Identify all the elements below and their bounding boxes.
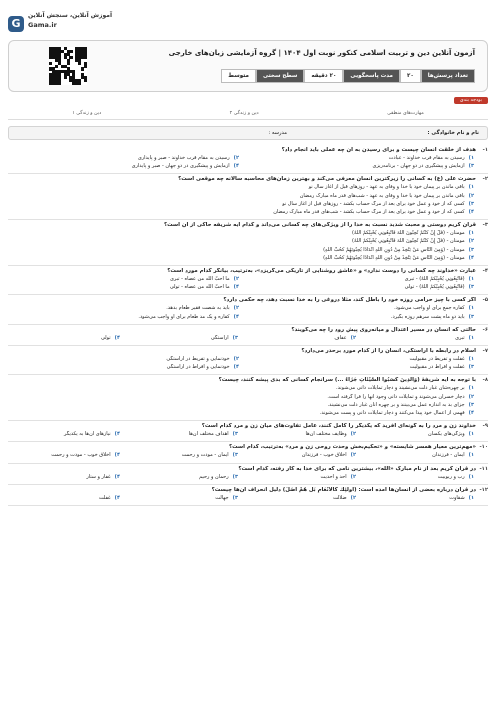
student-name-label: نام و نام خانوادگی : — [427, 130, 479, 136]
option-number: ۱) — [468, 305, 474, 312]
question-text: در قرآن کریم بعد از نام مبارک «الله»، بیشترین نامی که برای خدا به کار رفته، کدام است؟ — [238, 465, 476, 472]
option-number: ۳) — [232, 431, 238, 438]
question-item — [8, 376, 488, 421]
option-number: ۳) — [468, 364, 474, 371]
exam-info-cell: سطح سختی — [256, 69, 304, 83]
question-number: ۶- — [482, 326, 488, 333]
option-number: ۳) — [468, 401, 474, 408]
question-text: هدف از خلقت انسان چیست و برای رسیدن به آن چه عملی باید انجام داد؟ — [281, 147, 476, 153]
option-text: غفلت و تفریط در مقبولیت — [409, 356, 465, 362]
question-item — [8, 443, 488, 463]
answer-option[interactable] — [362, 335, 474, 341]
option-number: ۲) — [233, 276, 239, 282]
answer-option[interactable] — [244, 474, 356, 480]
option-text: رسیدن به مقام قرب خداوند - عبادت — [388, 155, 465, 161]
answer-option[interactable] — [8, 495, 120, 501]
question-number: ۱۱- — [479, 465, 488, 472]
option-text: آراستگی — [210, 334, 229, 341]
answer-option[interactable] — [244, 431, 356, 437]
option-number: ۴) — [468, 409, 474, 416]
answer-option[interactable] — [244, 495, 356, 501]
option-text: باید به شصت فقیر طعام بدهد. — [166, 305, 230, 312]
option-text: کفاره و یک مد طعام برای او واجب می‌شود. — [138, 313, 230, 320]
answer-option[interactable] — [14, 402, 474, 408]
answer-option[interactable] — [8, 452, 120, 458]
question-number: ۱- — [482, 147, 488, 153]
option-number: ۱) — [468, 356, 474, 362]
option-text: کسی که از خود و عمل خود برای بعد از مرگ حساب بکشد - روزهای قبل از آغاز سال نو — [282, 200, 465, 207]
option-number: ۳) — [468, 313, 474, 320]
option-number: ۱) — [468, 276, 474, 282]
option-number: ۳) — [232, 334, 238, 341]
question-number: ۳- — [482, 222, 488, 229]
answer-option[interactable] — [14, 364, 239, 370]
answer-option[interactable] — [249, 276, 474, 282]
answer-option[interactable] — [14, 394, 474, 400]
answer-option[interactable] — [249, 356, 474, 362]
option-number: ۲) — [233, 356, 239, 362]
question-text: عبارت «خداوند چه کسانی را دوست ندارد» و «عاشق روشنایی از تاریکی می‌گریزد»، به‌ترتیب، بیانگر کدام مورد است؟ — [167, 268, 476, 274]
answer-option[interactable] — [14, 201, 474, 207]
option-number: ۱) — [468, 452, 474, 459]
option-text: ایمان - مودت و رحمت — [181, 452, 229, 459]
option-number: ۲) — [350, 494, 356, 501]
answer-option[interactable] — [126, 431, 238, 437]
option-text: باید دو ماه پشت سرهم روزه بگیرد. — [390, 313, 465, 320]
question-item — [8, 267, 488, 295]
answer-option[interactable] — [362, 495, 474, 501]
option-text: آزمایش و پیشگیری در دو جهان - صبر و پایداری — [131, 163, 230, 170]
exam-info-row — [221, 69, 475, 83]
answer-option[interactable] — [126, 495, 238, 501]
answer-option[interactable] — [14, 247, 474, 253]
brand-logo — [8, 8, 118, 34]
option-number: ۴) — [114, 494, 120, 501]
budget-badge: بودجه بندی — [454, 97, 488, 104]
option-number: ۳) — [468, 200, 474, 207]
option-number: ۴) — [114, 473, 120, 480]
option-text: وظایف مختلف آن‌ها — [305, 431, 347, 438]
option-number: ۲) — [233, 155, 239, 161]
option-number: ۴) — [114, 431, 120, 438]
answer-option[interactable] — [126, 335, 238, 341]
question-number: ۹- — [482, 423, 488, 430]
option-text: ویژگی‌های یکسان — [428, 431, 465, 438]
option-number: ۳) — [468, 163, 474, 170]
budget-row — [8, 108, 488, 120]
option-text: دچار خسران می‌شوند و تمایلات دانی وجود آنها را فرا گرفته است. — [327, 393, 465, 400]
answer-option[interactable] — [249, 305, 474, 311]
answer-option[interactable] — [14, 209, 474, 215]
option-text: مومنان - (قُلْ إِنْ كُنْتُمْ تُحِبُّونَ اللَّهَ فَاتَّبِعُونِي يُحْبِبْكُمُ اللَّهُ) — [352, 238, 465, 245]
answer-option[interactable] — [8, 431, 120, 437]
answer-option[interactable] — [249, 364, 474, 370]
answer-option[interactable] — [244, 452, 356, 458]
qr-code-icon — [49, 47, 87, 85]
option-text: عفاف — [334, 334, 347, 341]
option-text: احد و احدیت — [320, 473, 347, 480]
brand-site: Gama.ir — [28, 21, 57, 29]
option-number: ۴) — [233, 163, 239, 170]
option-number: ۱) — [468, 184, 474, 191]
option-number: ۲) — [350, 473, 356, 480]
option-text: مومنان - (وَمِنَ النَّاسِ مَنْ يَتَّخِذُ مِنْ دُونِ اللَّهِ أَنْدَادًا يُحِبُّونَهُمْ كَحُبِّ اللَّهِ) — [323, 246, 465, 253]
option-text: اخلاق خوب - مودت و رحمت — [51, 452, 111, 459]
question-number: ۵- — [482, 297, 488, 304]
question-item — [8, 221, 488, 266]
option-number: ۲) — [350, 431, 356, 438]
option-text: (فَاتَّبِعُونِي يُحْبِبْكُمُ اللَّهُ) - تولی — [404, 284, 465, 291]
option-text: غفلت — [98, 494, 111, 501]
option-number: ۲) — [233, 305, 239, 312]
question-text: خداوند زن و مرد را به گونه‌ای آفرید که یکدیگر را کامل کنند، عامل تفاوت‌های میان زن و مرد کدام است؟ — [201, 423, 476, 430]
option-number: ۱) — [468, 494, 474, 501]
answer-option[interactable] — [362, 474, 474, 480]
question-number: ۴- — [482, 268, 488, 274]
answer-option[interactable] — [14, 314, 239, 320]
question-item — [8, 146, 488, 174]
option-number: ۴) — [114, 452, 120, 459]
question-text: قرآن کریم دوستی و محبت شدید نسبت به خدا را از ویژگی‌های چه کسانی می‌داند و کدام آیه شریفه حاکی از آن است؟ — [163, 222, 476, 229]
option-text: شقاوت — [449, 494, 465, 501]
question-text: حضرت علی (ع) به کسانی را زیرکترین انسان معرفی می‌کند و بهترین زمان‌های محاسبه سالانه چه موقعی است؟ — [178, 176, 476, 183]
answer-option[interactable] — [8, 335, 120, 341]
answer-option[interactable] — [244, 335, 356, 341]
answer-option[interactable] — [14, 230, 474, 236]
option-number: ۱) — [468, 385, 474, 392]
option-text: غفار و ستار — [86, 473, 111, 480]
option-text: اخلاق خوب - فرزندان — [301, 452, 347, 459]
exam-title: آزمون آنلاین دین و تربیت اسلامی کنکور نوبت اول ۱۴۰۴ | گروه آزمایشی زبان‌های خارجی — [168, 49, 475, 57]
option-text: ضلالت — [332, 494, 347, 501]
option-number: ۲) — [468, 192, 474, 199]
option-text: رسیدن به مقام قرب خداوند - صبر و پایداری — [137, 155, 230, 161]
option-number: ۱) — [468, 431, 474, 438]
question-text: در قرآن درباره بعضی از انسان‌ها آمده است: (أُولَٰئِكَ كَالْأَنْعَامِ بَلْ هُمْ أَضَلُّ) دلیل انحراف آن‌ها چیست؟ — [211, 486, 476, 493]
exam-info-cell: تعداد پرسش‌ها — [421, 69, 475, 83]
answer-option[interactable] — [126, 474, 238, 480]
exam-header — [8, 40, 488, 92]
question-text: «مهم‌ترین معیار همسر شایسته» و «تحکیم‌بخش وحدت روحی زن و مرد» به‌ترتیب، کدام است؟ — [228, 444, 476, 451]
option-number: ۲) — [468, 393, 474, 400]
question-item — [8, 296, 488, 324]
option-text: کفاره جمع برای او واجب می‌شود. — [394, 305, 465, 312]
brand-tagline: آموزش آنلاین، سنجش آنلاین — [28, 12, 113, 19]
exam-info-cell: ۲۰ دقیقه — [304, 69, 343, 83]
option-number: ۳) — [468, 284, 474, 291]
answer-option[interactable] — [14, 255, 474, 261]
question-text: اسلام در رابطه با آراستگی، انسان را از کدام مورد برحذر می‌دارد؟ — [301, 348, 476, 354]
option-number: ۱) — [468, 473, 474, 480]
option-text: رحمان و رحیم — [199, 473, 229, 480]
option-number: ۲) — [468, 238, 474, 245]
option-text: (فَاتَّبِعُونِي يُحْبِبْكُمُ اللَّهُ) - تبری — [404, 276, 465, 282]
answer-option[interactable] — [249, 155, 474, 161]
question-text: حالتی که انسان در مسیر اعتدال و میانه‌روی پیش رود را چه می‌گویند؟ — [291, 326, 476, 333]
option-text: باقی ماندن بر پیمان خود با خدا و وفای به عهد - شب‌های قدر ماه مبارک رمضان — [299, 192, 465, 199]
question-text: با توجه به آیه شریفهٔ (وَالَّذِينَ كَسَبُوا السَّيِّئَاتِ جَزَاءُ ...) سرانجام کسانی که بدی پیشه کنند، چیست؟ — [218, 377, 476, 384]
option-text: تبری — [455, 334, 465, 341]
exam-info-cell: ۲۰ — [400, 69, 421, 83]
question-item — [8, 175, 488, 220]
budget-col: دین و زندگی ۲ — [229, 111, 259, 116]
answer-option[interactable] — [14, 276, 239, 282]
option-number: ۳) — [232, 494, 238, 501]
answer-option[interactable] — [249, 284, 474, 290]
question-item — [8, 326, 488, 346]
option-text: خودنمایی و تفریط در آراستگی — [166, 356, 230, 362]
option-number: ۱) — [468, 334, 474, 341]
option-text: مومنان - (وَمِنَ النَّاسِ مَنْ يَتَّخِذُ مِنْ دُونِ اللَّهِ أَنْدَادًا يُحِبُّونَهُمْ كَحُبِّ اللَّهِ) — [323, 254, 465, 261]
question-number: ۱۲- — [479, 486, 488, 493]
option-text: اهداف مختلف آن‌ها — [188, 431, 229, 438]
option-number: ۴) — [468, 254, 474, 261]
option-number: ۳) — [232, 452, 238, 459]
question-item — [8, 486, 488, 506]
answer-option[interactable] — [362, 431, 474, 437]
option-number: ۳) — [468, 246, 474, 253]
option-text: کسی که از خود و عمل خود برای بعد از مرگ حساب بکشد - شب‌های قدر ماه مبارک رمضان — [273, 208, 465, 215]
question-number: ۲- — [482, 176, 488, 183]
answer-option[interactable] — [249, 314, 474, 320]
option-number: ۴) — [233, 313, 239, 320]
answer-option[interactable] — [126, 452, 238, 458]
question-text: اگر کسی با چیز حرامی روزه خود را باطل کند، مثلاً دروغی را به خدا نسبت دهد، چه حکمی دارد؟ — [223, 297, 476, 304]
answer-option[interactable] — [14, 410, 474, 416]
exam-info-cell: متوسط — [221, 69, 256, 83]
option-text: آزمایش و پیشگیری در دو جهان - برنامه‌ریزی — [372, 163, 465, 170]
exam-info-cell: مدت پاسخگویی — [343, 69, 400, 83]
option-number: ۲) — [350, 334, 356, 341]
option-number: ۴) — [468, 208, 474, 215]
option-text: باقی ماندن بر پیمان خود با خدا و وفای به عهد - روزهای قبل از آغاز سال نو — [308, 184, 465, 191]
option-number: ۲) — [350, 452, 356, 459]
answer-option[interactable] — [14, 238, 474, 244]
question-item — [8, 422, 488, 442]
answer-option[interactable] — [14, 305, 239, 311]
option-number: ۱) — [468, 155, 474, 161]
option-text: فهمی از اعمال خود پیدا می‌کنند و دچار تمایلات دانی و پست می‌شوند. — [319, 409, 465, 416]
option-text: رب و ربوبیت — [437, 473, 465, 480]
answer-option[interactable] — [249, 163, 474, 169]
school-label: مدرسه : — [268, 130, 287, 136]
question-item — [8, 347, 488, 375]
option-text: ما احبّ الله من عصاه - تبری — [169, 276, 230, 282]
option-text: خودنمایی و افراط در آراستگی — [166, 364, 230, 371]
answer-option[interactable] — [362, 452, 474, 458]
question-number: ۱۰- — [479, 444, 488, 451]
option-number: ۴) — [114, 334, 120, 341]
option-number: ۱) — [468, 230, 474, 237]
option-text: جزای بد به اندازه عمل می‌بینند و بر چهره آنان غبار ذلت می‌نشیند. — [327, 401, 465, 408]
option-text: ما احبّ الله من عصاه - تولی — [169, 284, 230, 291]
option-text: غفلت و افراط در مقبولیت — [409, 364, 465, 371]
answer-option[interactable] — [14, 155, 239, 161]
option-text: ایمان - فرزندان — [432, 452, 465, 459]
option-text: نیازهای آن‌ها به یکدیگر — [63, 431, 111, 438]
question-number: ۸- — [482, 377, 488, 384]
answer-option[interactable] — [14, 284, 239, 290]
answer-option[interactable] — [14, 385, 474, 391]
option-text: بر چهره‌شان غبار ذلت می‌نشیند و دچار تمایلات دانی می‌شوند. — [336, 385, 465, 392]
option-number: ۳) — [232, 473, 238, 480]
student-info-row — [8, 126, 488, 140]
option-text: مومنان - (قُلْ إِنْ كُنْتُمْ تُحِبُّونَ اللَّهَ فَاتَّبِعُونِي يُحْبِبْكُمُ اللَّهُ) — [352, 230, 465, 237]
option-text: تولی — [100, 334, 111, 341]
option-number: ۴) — [233, 284, 239, 291]
option-number: ۴) — [233, 364, 239, 371]
answer-option[interactable] — [14, 193, 474, 199]
question-number: ۷- — [482, 348, 488, 354]
answer-option[interactable] — [14, 356, 239, 362]
gama-logo-icon: G — [8, 16, 24, 32]
question-item — [8, 465, 488, 485]
budget-col: مهارت‌های منطقی — [387, 111, 424, 116]
answer-option[interactable] — [8, 474, 120, 480]
answer-option[interactable] — [14, 184, 474, 190]
budget-col: دین و زندگی ۱ — [72, 111, 102, 116]
answer-option[interactable] — [14, 163, 239, 169]
option-text: جهالت — [215, 494, 229, 501]
